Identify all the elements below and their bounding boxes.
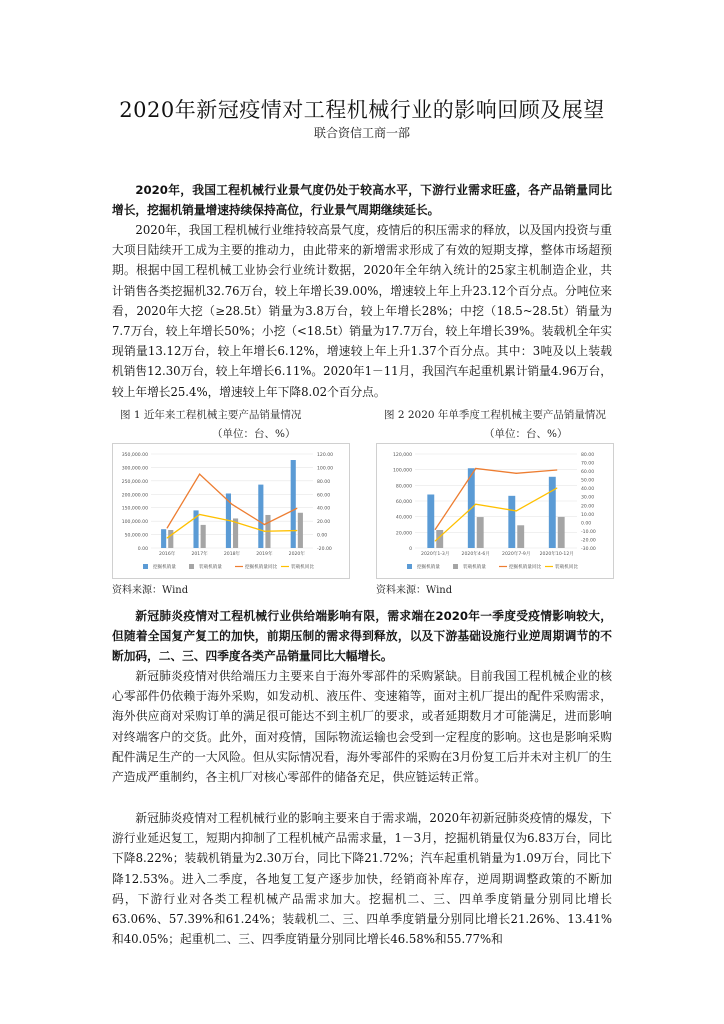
- x-tick-label: 2020年1-3月: [421, 552, 450, 557]
- bar-excavator: [427, 494, 434, 548]
- figure1-svg: [113, 444, 349, 578]
- line-point: [556, 488, 557, 489]
- figure1-chart: [112, 443, 350, 579]
- section2-body2: 新冠肺炎疫情对工程机械行业的影响主要来自于需求端，2020年初新冠肺炎疫情的爆发，下游行业延迟复工，短期内抑制了工程机械产品需求量，1－3月，挖掘机销量仅为6.83万台，同比下降8.22%；装载机销量为2.30万台，同比下降21.72%；汽车起重机销量为1.09万台，同比下降12.53%。进入二季度，各地复工复产逐步加快，经销商补库存，逆周期调整政策的不断加码，下游行业对各类工程机械产品需求加大。挖掘机二、三、四单季度销量分别同比增长63.06%、57.39%和61.24%；装载机二、三、四单季度销量分别同比增长21.26%、13.41%和40.05%；起重机二、三、四季度销量分别同比增长46.58%和55.77%和: [112, 811, 612, 947]
- bar-loader: [201, 525, 206, 548]
- bar-excavator: [508, 496, 515, 548]
- y-tick-right: 70.00: [581, 461, 595, 467]
- figure2-chart: [376, 443, 614, 579]
- x-tick-label: 2020年: [288, 552, 305, 557]
- line-point: [199, 514, 200, 515]
- author-line: 联合资信工商一部: [313, 126, 410, 140]
- x-tick-label: 2020年10-12月: [539, 552, 574, 557]
- y-tick-left: 350,000.00: [121, 453, 148, 458]
- y-tick-right: 80.00: [581, 453, 595, 458]
- x-tick-label: 2018年: [223, 552, 241, 557]
- y-tick-right: -20.00: [581, 538, 596, 544]
- line-point: [167, 537, 168, 538]
- y-tick-left: 150,000.00: [121, 506, 148, 512]
- y-tick-right: 100.00: [317, 466, 334, 472]
- y-tick-left: 250,000.00: [121, 479, 148, 485]
- page-title: 2020年新冠疫情对工程机械行业的影响回顾及展望: [119, 98, 605, 122]
- y-tick-right: 40.00: [317, 506, 331, 512]
- series-line-excavator-yoy: [167, 474, 297, 528]
- figure2-caption: 图 2 2020 年单季度工程机械主要产品销量情况: [384, 409, 606, 421]
- line-point: [556, 469, 557, 470]
- line-point: [231, 521, 232, 522]
- line-point: [296, 530, 297, 531]
- y-tick-left: 100,000: [393, 468, 412, 474]
- figure2-unit: （单位：台、%）: [484, 428, 568, 440]
- x-tick-label: 2017年: [191, 552, 208, 557]
- y-tick-right: -30.00: [581, 547, 596, 552]
- y-tick-left: 200,000.00: [121, 493, 148, 499]
- y-tick-right: 20.00: [581, 504, 595, 510]
- y-tick-right: 80.00: [317, 479, 331, 485]
- figure2-svg: [377, 444, 613, 578]
- bar-loader: [298, 513, 303, 548]
- bar-loader: [168, 530, 173, 548]
- bar-excavator: [161, 529, 166, 548]
- legend-label: 挖掘机销量: [417, 565, 440, 570]
- legend-label: 挖掘机销量同比: [245, 565, 278, 570]
- line-point: [199, 474, 200, 475]
- figure2-source: 资料来源：Wind: [376, 585, 453, 596]
- legend-label: 装载机同比: [555, 565, 578, 570]
- legend-swatch: [407, 564, 412, 569]
- bar-loader: [477, 517, 484, 548]
- x-tick-label: 2020年4-6月: [461, 552, 490, 557]
- y-tick-right: 30.00: [581, 495, 595, 501]
- y-tick-left: 100,000.00: [121, 520, 148, 526]
- y-tick-right: -20.00: [317, 547, 332, 552]
- figure1-source: 资料来源：Wind: [112, 585, 189, 596]
- y-tick-right: 20.00: [317, 520, 331, 526]
- line-point: [516, 510, 517, 511]
- y-tick-left: 0.00: [137, 547, 148, 552]
- y-tick-right: -10.00: [581, 529, 596, 535]
- y-tick-left: 60,000: [395, 500, 412, 505]
- section1-body: 2020年，我国工程机械行业维持较高景气度，疫情后的积压需求的释放，以及国内投资与重大项目陆续开工成为主要的推动力，由此带来的新增需求形成了有效的短期支撑，整体市场超预期。根据中国工程机械工业协会行业统计数据，2020年全年纳入统计的25家主机制造企业，共计销售各类挖掘机32.76万台，较上年增长39.00%，增速较上年上升23.12个百分点。分吨位来看，2020年大挖（≥28.5t）销量为3.8万台，较上年增长28%；中挖（18.5~28.5t）销量为7.7万台，较上年增长50%；小挖（<18.5t）销量为17.7万台，较上年增长39%。装载机全年实现销量13.12万台，较上年增长6.12%，增速较上年上升1.37个百分点。其中：3吨及以上装载机销售12.30万台，较上年增长6.11%。2020年1－11月，我国汽车起重机累计销量4.96万台，较上年增长25.4%，增速较上年下降8.02个百分点。: [112, 223, 612, 399]
- x-tick-label: 2020年7-9月: [502, 552, 531, 557]
- y-tick-right: 10.00: [581, 512, 595, 518]
- line-point: [167, 527, 168, 528]
- section1-heading: 2020年，我国工程机械行业景气度仍处于较高水平，下游行业需求旺盛，各产品销量同比增长，挖掘机销量增速持续保持高位，行业景气周期继续延长。: [112, 183, 612, 218]
- bar-excavator: [549, 477, 556, 548]
- legend-label: 挖掘机销量: [153, 565, 176, 570]
- y-tick-right: 60.00: [317, 493, 331, 499]
- y-tick-left: 20,000: [395, 531, 412, 537]
- y-tick-right: 40.00: [581, 487, 595, 493]
- y-tick-left: 80,000: [395, 484, 412, 490]
- legend-swatch: [143, 564, 148, 569]
- series-line-loader-yoy: [435, 488, 557, 541]
- legend-label: 装载机销量: [463, 565, 486, 570]
- bar-excavator: [258, 485, 263, 548]
- line-point: [435, 529, 436, 530]
- y-tick-right: 0.00: [317, 533, 328, 539]
- line-point: [264, 531, 265, 532]
- figure1-unit: （单位：台、%）: [212, 428, 296, 440]
- line-point: [435, 540, 436, 541]
- y-tick-right: 0.00: [581, 521, 592, 527]
- y-tick-right: 60.00: [581, 470, 595, 476]
- line-point: [475, 504, 476, 505]
- y-tick-left: 0: [409, 547, 412, 552]
- y-tick-left: 50,000.00: [124, 533, 148, 539]
- line-point: [475, 468, 476, 469]
- legend-swatch: [189, 564, 194, 569]
- section2-heading: 新冠肺炎疫情对工程机械行业供给端影响有限，需求端在2020年一季度受疫情影响较大，但随着全国复产复工的加快，前期压制的需求得到释放，以及下游基础设施行业逆周期调节的不断加码，二、三、四季度各类产品销量同比大幅增长。: [112, 609, 612, 664]
- bar-loader: [517, 525, 524, 548]
- bar-loader: [558, 517, 565, 548]
- y-tick-left: 120,000: [393, 453, 412, 458]
- legend-label: 装载机同比: [291, 565, 314, 570]
- x-tick-label: 2016年: [159, 552, 176, 557]
- legend-label: 挖掘机销量同比: [509, 565, 542, 570]
- y-tick-right: 120.00: [317, 453, 334, 458]
- section2-body1: 新冠肺炎疫情对供给端压力主要来自于海外零部件的采购紧缺。目前我国工程机械企业的核心零部件仍依赖于海外采购，如发动机、液压件、变速箱等，面对主机厂提出的配件采购需求，海外供应商对采购订单的满足很可能达不到主机厂的要求，或者延期数月才可能满足，进而影响对终端客户的交货。此外，面对疫情，国际物流运输也会受到一定程度的影响。这也是影响采购配件满足生产的一大风险。但从实际情况看，海外零部件的采购在3月份复工后并未对主机厂的生产造成严重制约，各主机厂对核心零部件的储备充足，供应链运转正常。: [112, 669, 612, 785]
- legend-label: 装载机销量: [199, 565, 222, 570]
- x-tick-label: 2019年: [256, 552, 273, 557]
- y-tick-left: 40,000: [395, 515, 412, 521]
- y-tick-left: 300,000.00: [121, 466, 148, 472]
- line-point: [296, 508, 297, 509]
- line-point: [231, 504, 232, 505]
- y-tick-right: 50.00: [581, 478, 595, 484]
- line-point: [264, 524, 265, 525]
- bar-excavator: [291, 460, 296, 548]
- legend-swatch: [453, 564, 458, 569]
- figure1-caption: 图 1 近年来工程机械主要产品销量情况: [120, 409, 302, 421]
- line-point: [516, 473, 517, 474]
